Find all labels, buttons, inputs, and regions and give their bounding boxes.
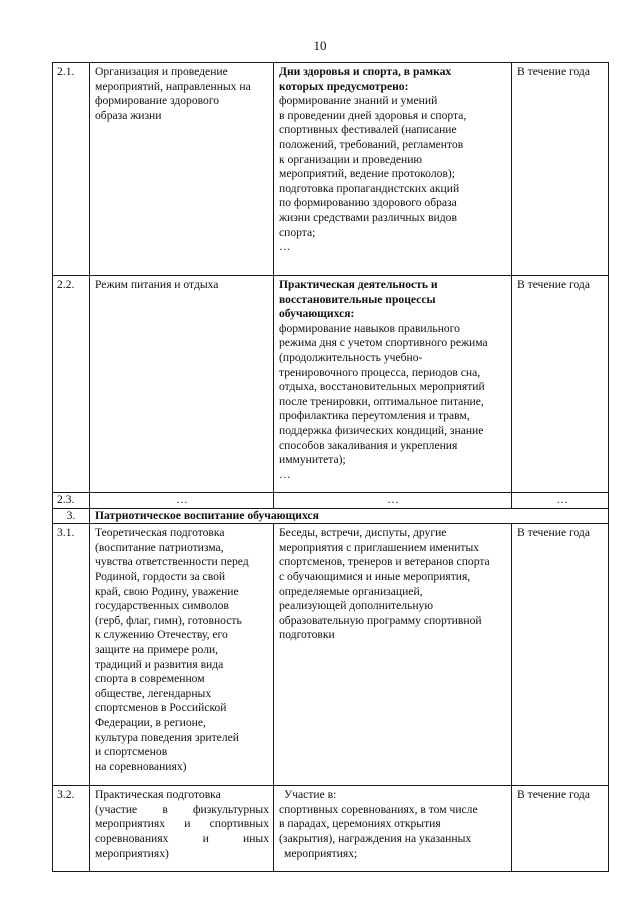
content-title: восстановительные процессы xyxy=(279,292,436,306)
activity-line: государственных символов xyxy=(95,599,229,613)
content-title: Дни здоровья и спорта, в рамках xyxy=(279,65,452,78)
content-line: мероприятий, ведение протоколов); xyxy=(279,167,455,181)
content-line: поддержка физических кондиций, знание xyxy=(279,423,484,437)
activity-line: спорта в современном xyxy=(95,672,205,686)
activity-line: Федерации, в регионе, xyxy=(95,715,206,729)
activity-line: Практическая подготовка xyxy=(95,788,221,802)
content-line: способов закаливания и укрепления xyxy=(279,438,458,452)
content-line: (закрытия), награждения на указанных xyxy=(279,831,472,845)
activity-line: (воспитание патриотизма, xyxy=(95,540,224,554)
content-line: к организации и проведению xyxy=(279,152,423,166)
activity-line: формирование здорового xyxy=(95,94,220,108)
activity-line: традиций и развития вида xyxy=(95,657,224,671)
content-line: положений, требований, регламентов xyxy=(279,137,464,151)
content-title: Практическая деятельность и xyxy=(279,278,438,291)
activities-table xyxy=(52,62,609,872)
table-row xyxy=(53,63,609,276)
section-row xyxy=(53,508,609,524)
content-line: спорта; xyxy=(279,225,316,239)
activity-line: к служению Отечеству, его xyxy=(95,628,228,642)
ellipsis: … xyxy=(279,240,291,254)
activity-line: обществе, легендарных xyxy=(95,686,212,700)
content-cell xyxy=(274,786,512,872)
activity-line: защите на примере роли, xyxy=(95,642,219,656)
activity-cell xyxy=(90,524,274,786)
content-cell xyxy=(274,63,512,276)
term-cell: … xyxy=(512,493,609,509)
section-title: Патриотическое воспитание обучающихся xyxy=(90,508,609,524)
term-cell: В течение года xyxy=(512,63,609,276)
content-line: спортсменов, тренеров и ветеранов спорта xyxy=(279,555,490,569)
table-row xyxy=(53,276,609,493)
content-line: в проведении дней здоровья и спорта, xyxy=(279,108,467,122)
content-line: мероприятия с приглашением именитых xyxy=(279,540,480,554)
page-number: 10 xyxy=(313,38,327,53)
content-line: режима дня с учетом спортивного режима xyxy=(279,336,488,350)
term-cell: В течение года xyxy=(512,786,609,872)
content-title: которых предусмотрено: xyxy=(279,79,409,93)
content-line: после тренировки, оптимальное питание, xyxy=(279,394,484,408)
content-line: мероприятиях; xyxy=(284,846,358,860)
row-number: 2.3. xyxy=(53,493,90,509)
activity-line: соревнованиях и иных xyxy=(95,831,269,845)
row-number: 2.2. xyxy=(53,276,90,493)
activity-line: Организация и проведение xyxy=(95,65,228,78)
content-line: Участие в: xyxy=(284,788,337,802)
activity-line: (участие в физкультурных xyxy=(95,802,269,816)
activity-line: Родиной, гордости за свой xyxy=(95,569,226,583)
activity-line: культура поведения зрителей xyxy=(95,730,239,744)
activity-line: на соревнованиях) xyxy=(95,759,187,773)
table-row xyxy=(53,493,609,509)
table-row xyxy=(53,524,609,786)
content-cell xyxy=(274,276,512,493)
content-line: формирование навыков правильного xyxy=(279,321,460,335)
content-line: образовательную программу спортивной xyxy=(279,613,482,627)
content-line: спортивных фестивалей (написание xyxy=(279,123,457,137)
content-line: определяемые организацией, xyxy=(279,584,423,598)
content-line: реализующей дополнительную xyxy=(279,599,433,613)
activity-cell xyxy=(90,786,274,872)
activity-line: чувства ответственности перед xyxy=(95,555,249,569)
content-line: подготовка пропагандистских акций xyxy=(279,181,460,195)
activity-line: и спортсменов xyxy=(95,745,168,759)
section-number: 3. xyxy=(53,508,90,524)
row-number: 3.1. xyxy=(53,524,90,786)
content-cell xyxy=(274,524,512,786)
activity-line: мероприятий, направленных на xyxy=(95,79,251,93)
content-line: иммунитета); xyxy=(279,453,346,467)
term-cell: В течение года xyxy=(512,524,609,786)
content-line: с обучающимися и иные мероприятия, xyxy=(279,569,471,583)
content-title: обучающихся: xyxy=(279,307,355,321)
term-cell: В течение года xyxy=(512,276,609,493)
activity-line: мероприятиях и спортивных xyxy=(95,817,269,831)
activity-line: край, свою Родину, уважение xyxy=(95,584,239,598)
content-cell: … xyxy=(274,493,512,509)
content-line: Беседы, встречи, диспуты, другие xyxy=(279,526,447,540)
content-line: профилактика переутомления и травм, xyxy=(279,409,470,423)
content-line: формирование знаний и умений xyxy=(279,94,438,108)
activity-line: образа жизни xyxy=(95,108,162,122)
row-number: 3.2. xyxy=(53,786,90,872)
activity-line: (герб, флаг, гимн), готовность xyxy=(95,613,242,627)
activity-cell xyxy=(90,63,274,276)
content-line: в парадах, церемониях открытия xyxy=(279,817,441,831)
content-line: по формированию здорового образа xyxy=(279,196,457,210)
content-line: подготовки xyxy=(279,628,335,642)
content-line: спортивных соревнованиях, в том числе xyxy=(279,802,478,816)
activity-cell xyxy=(90,276,274,493)
row-number: 2.1. xyxy=(53,63,90,276)
activity-cell: … xyxy=(90,493,274,509)
content-line: (продолжительность учебно- xyxy=(279,350,423,364)
activity-line: мероприятиях) xyxy=(95,846,169,860)
content-line: тренировочного процесса, периодов сна, xyxy=(279,365,481,379)
activity-line: спортсменов в Российской xyxy=(95,701,227,715)
content-line: отдыха, восстановительных мероприятий xyxy=(279,380,485,394)
content-line: жизни средствами различных видов xyxy=(279,210,457,224)
ellipsis: … xyxy=(279,467,291,481)
activity-line: Теоретическая подготовка xyxy=(95,526,225,540)
activity-line: Режим питания и отдыха xyxy=(95,278,219,291)
table-row xyxy=(53,786,609,872)
